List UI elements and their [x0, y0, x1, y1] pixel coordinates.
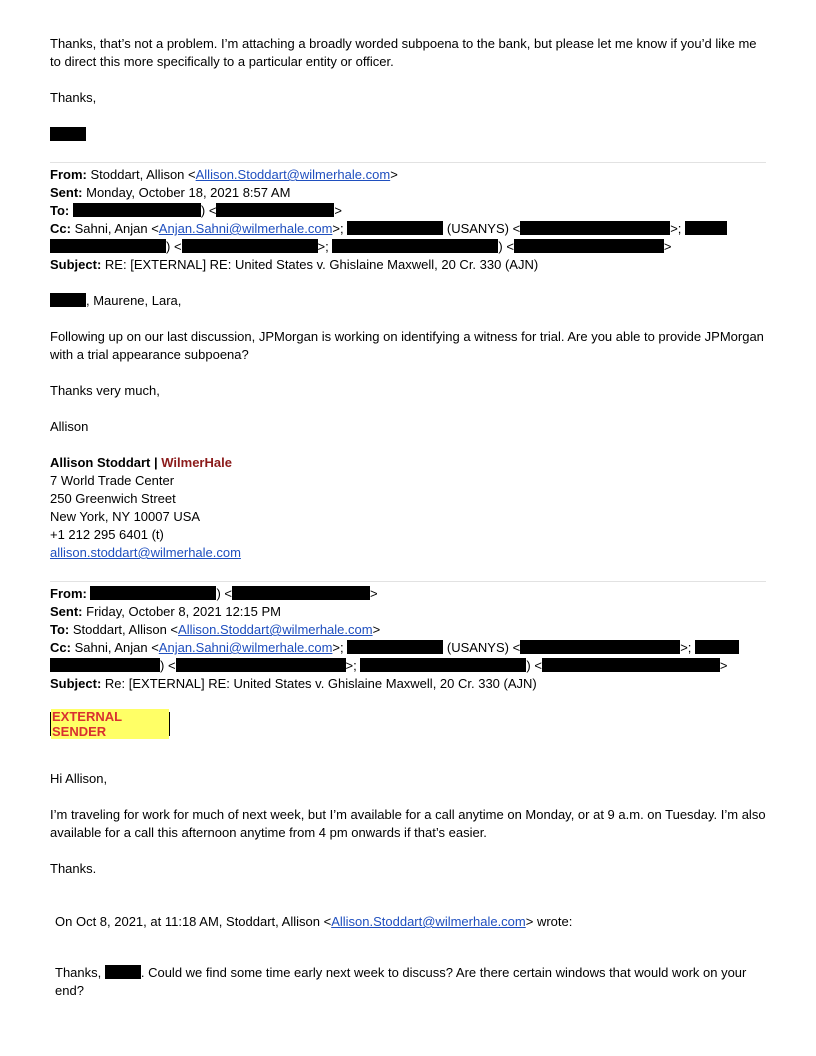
- email1-cc-line-cont: ) < >; ) < >: [50, 238, 766, 256]
- email1-signoff: Allison: [50, 419, 89, 434]
- header-divider: [50, 162, 766, 163]
- email2-body: I’m traveling for work for much of next week, but I’m available for a call anytime on Monday, or at 9 a.m. on Tuesday. I’m also available for a call this afternoon anytime from 4 pm onwards if that’s easier.: [50, 807, 766, 840]
- email1-subject-line: Subject: RE: [EXTERNAL] RE: United States v. Ghislaine Maxwell, 20 Cr. 330 (AJN): [50, 257, 539, 272]
- redaction-bar: [542, 658, 720, 672]
- header-divider: [50, 581, 766, 582]
- email2-thanks: Thanks.: [50, 861, 97, 876]
- top-reply-paragraph: Thanks, that’s not a problem. I’m attaching a broadly worded subpoena to the bank, but please let me know if you’d like me to direct this more specifically to a particular entity or officer.: [50, 36, 757, 69]
- redaction-bar: [176, 658, 346, 672]
- email2-to-email-link[interactable]: Allison.Stoddart@wilmerhale.com: [178, 622, 373, 637]
- redaction-bar: [182, 239, 318, 253]
- email1-from-line: From: Stoddart, Allison <Allison.Stoddart@wilmerhale.com>: [50, 167, 398, 182]
- email2-from-line: From: ) < >: [50, 586, 378, 601]
- email1-sent-line: Sent: Monday, October 18, 2021 8:57 AM: [50, 185, 291, 200]
- quoted-intro: On Oct 8, 2021, at 11:18 AM, Stoddart, Allison <Allison.Stoddart@wilmerhale.com> wrote:: [55, 914, 573, 929]
- email2-cc-line: Cc: Sahni, Anjan <Anjan.Sahni@wilmerhale.com>; (USANYS) < >;: [50, 639, 766, 657]
- redaction-bar: [90, 586, 216, 600]
- redaction-bar: [332, 239, 498, 253]
- redaction-bar: [50, 658, 160, 672]
- email2-cc-email-link[interactable]: Anjan.Sahni@wilmerhale.com: [158, 640, 333, 655]
- top-reply-closing: Thanks,: [50, 90, 97, 105]
- email2-sent-line: Sent: Friday, October 8, 2021 12:15 PM: [50, 604, 281, 619]
- email1-cc-email-link[interactable]: Anjan.Sahni@wilmerhale.com: [158, 221, 333, 236]
- redaction-bar: [360, 658, 526, 672]
- email2-header: [50, 585, 766, 693]
- quoted-email-link[interactable]: Allison.Stoddart@wilmerhale.com: [331, 914, 526, 929]
- email1-body: Following up on our last discussion, JPMorgan is working on identifying a witness for trial. Are you able to provide JPMorgan with a trial appearance subpoena?: [50, 329, 764, 362]
- signature-email-link[interactable]: allison.stoddart@wilmerhale.com: [50, 545, 241, 560]
- external-sender-banner: EXTERNAL SENDER: [50, 712, 170, 736]
- redaction-bar: [105, 965, 141, 979]
- redaction-bar: [685, 221, 727, 235]
- redaction-bar: [232, 586, 370, 600]
- email2-subject-line: Subject: Re: [EXTERNAL] RE: United States v. Ghislaine Maxwell, 20 Cr. 330 (AJN): [50, 676, 537, 691]
- email2-to-line: To: Stoddart, Allison <Allison.Stoddart@wilmerhale.com>: [50, 622, 381, 637]
- email1-cc-line: Cc: Sahni, Anjan <Anjan.Sahni@wilmerhale.com>; (USANYS) < >;: [50, 220, 766, 238]
- email1-thanks: Thanks very much,: [50, 383, 160, 398]
- email1-header: [50, 166, 766, 274]
- redaction-bar: [50, 127, 86, 141]
- redaction-bar: [520, 640, 680, 654]
- email1-from-email-link[interactable]: Allison.Stoddart@wilmerhale.com: [195, 167, 391, 182]
- redaction-bar: [73, 203, 201, 217]
- email2-greeting: Hi Allison,: [50, 771, 108, 786]
- redaction-bar: [347, 640, 443, 654]
- email2-cc-line-cont: ) < >; ) < >: [50, 657, 766, 675]
- redaction-bar: [347, 221, 443, 235]
- redaction-bar: [216, 203, 334, 217]
- redaction-bar: [50, 239, 166, 253]
- email1-to-line: To: ) < >: [50, 203, 343, 218]
- redaction-bar: [695, 640, 739, 654]
- signature-firm: WilmerHale: [161, 455, 232, 470]
- signature-name: Allison Stoddart: [50, 455, 151, 470]
- redaction-bar: [514, 239, 664, 253]
- email1-greeting: , Maurene, Lara,: [50, 292, 766, 310]
- redaction-bar: [50, 293, 86, 307]
- quoted-body: Thanks, . Could we find some time early next week to discuss? Are there certain windows that would work on your end?: [55, 965, 747, 998]
- email1-signature: Allison Stoddart | WilmerHale 7 World Trade Center 250 Greenwich Street New York, NY 10007 USA +1 212 295 6401 (t) allison.stoddart@wilmerhale.com: [50, 455, 241, 560]
- top-signature-redaction: [50, 126, 766, 144]
- redaction-bar: [520, 221, 670, 235]
